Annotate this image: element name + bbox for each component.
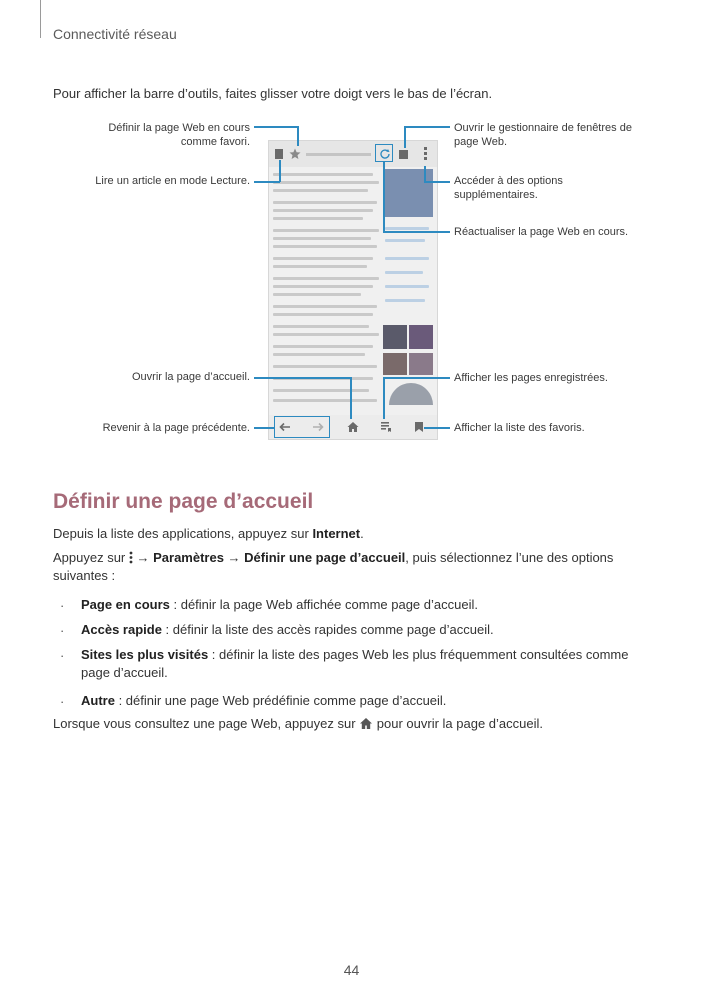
bullet-term: Sites les plus visités	[81, 647, 209, 662]
definir-page-term: Définir une page d’accueil	[244, 550, 406, 565]
bullet-dot: ·	[60, 598, 65, 613]
internet-term: Internet	[312, 526, 361, 541]
intro-text: Pour afficher la barre d’outils, faites glisser votre doigt vers le bas de l’écran.	[53, 86, 493, 101]
bullet-dot: ·	[60, 648, 65, 663]
bullet-dot: ·	[60, 694, 65, 709]
bullet-term: Page en cours	[81, 597, 170, 612]
callout-reader-mode: Lire un article en mode Lecture.	[95, 175, 250, 187]
navigation-highlight	[274, 416, 330, 438]
paragraph-home	[53, 715, 653, 733]
reader-icon[interactable]	[275, 149, 283, 159]
callout-window-manager: Ouvrir le gestionnaire de fenêtres de page Web.	[454, 122, 632, 148]
web-page-content	[269, 167, 437, 411]
leader-line	[404, 126, 450, 128]
url-text	[306, 153, 371, 156]
callout-saved-pages: Afficher les pages enregistrées.	[454, 372, 608, 384]
refresh-highlight	[375, 144, 393, 162]
leader-line	[350, 377, 352, 419]
browser-screenshot	[268, 140, 438, 440]
more-vertical-icon[interactable]	[424, 147, 427, 161]
star-icon[interactable]	[289, 148, 301, 160]
header-title: Connectivité réseau	[53, 26, 177, 42]
paragraph-text: pour ouvrir la page d’accueil.	[373, 716, 544, 731]
thumbnail-image	[409, 325, 433, 349]
address-bar	[269, 141, 437, 167]
bullet-item	[81, 692, 641, 710]
leader-line	[297, 126, 299, 146]
callout-bookmark-current: Définir la page Web en cours comme favori.	[108, 122, 250, 148]
callout-bookmarks-list: Afficher la liste des favoris.	[454, 422, 585, 434]
bullet-description: : définir une page Web prédéfinie comme page d’accueil.	[114, 693, 447, 708]
paragraph-settings	[53, 549, 653, 585]
bullet-term: Autre	[81, 693, 115, 708]
paragraph-text: Lorsque vous consultez une page Web, appuyez sur	[53, 716, 360, 731]
leader-line	[383, 162, 385, 232]
paragraph-text: Appuyez sur	[53, 550, 129, 565]
paragraph-text: Depuis la liste des applications, appuyez sur	[53, 526, 313, 541]
leader-line	[279, 160, 281, 182]
bullet-item	[81, 621, 641, 639]
bullet-item	[81, 646, 641, 682]
callout-refresh: Réactualiser la page Web en cours.	[454, 226, 629, 238]
thumbnail-image	[389, 383, 433, 405]
bullet-description: : définir la page Web affichée comme page d’accueil.	[169, 597, 478, 612]
paragraph-text: , puis sélectionnez l’une des options	[405, 550, 614, 565]
home-icon[interactable]	[347, 421, 359, 433]
leader-line	[424, 427, 450, 429]
leader-line	[424, 181, 450, 183]
callout-back: Revenir à la page précédente.	[102, 422, 250, 434]
thumbnail-image	[409, 353, 433, 375]
leader-line	[254, 126, 298, 128]
header-rule	[40, 0, 41, 38]
parametres-term: Paramètres	[153, 550, 224, 565]
paragraph-internet	[53, 525, 653, 543]
callout-home: Ouvrir la page d’accueil.	[131, 371, 250, 383]
leader-line	[254, 377, 351, 379]
thumbnail-image	[383, 353, 407, 375]
leader-line	[254, 427, 274, 429]
leader-line	[404, 126, 406, 148]
leader-line	[254, 181, 280, 183]
leader-line	[424, 166, 426, 182]
thumbnail-image	[383, 325, 407, 349]
windows-icon[interactable]	[399, 150, 408, 159]
bullet-term: Accès rapide	[81, 622, 162, 637]
leader-line	[383, 231, 450, 233]
bullet-description: : définir la liste des pages Web les plus fréquemment consultées comme page d’accueil.	[81, 647, 629, 680]
bullet-item	[81, 596, 641, 614]
callout-more-options: Accéder à des options supplémentaires.	[454, 175, 563, 201]
arrow-text: →	[223, 550, 245, 565]
saved-pages-icon[interactable]	[380, 421, 392, 433]
paragraph-text: suivantes :	[53, 568, 116, 583]
page-number: 44	[343, 962, 360, 978]
home-icon	[359, 717, 373, 730]
leader-line	[383, 377, 450, 379]
arrow-text: →	[132, 550, 154, 565]
thumbnail-image	[385, 169, 433, 217]
paragraph-text: .	[360, 526, 364, 541]
section-title: Définir une page d’accueil	[53, 490, 314, 513]
bullet-dot: ·	[60, 623, 65, 638]
leader-line	[383, 377, 385, 419]
bullet-description: : définir la liste des accès rapides comme page d’accueil.	[161, 622, 494, 637]
